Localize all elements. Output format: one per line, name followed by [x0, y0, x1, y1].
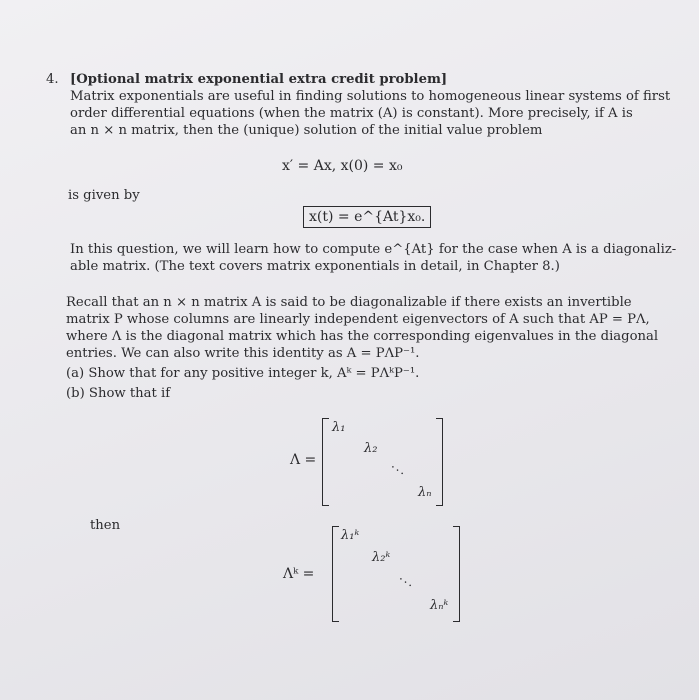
matrix1-left-bracket [322, 418, 329, 506]
matrix2-ellipsis: . . . [397, 569, 417, 589]
solution-box: x(t) = e^{At}x₀. [303, 206, 431, 228]
problem-number: 4. [46, 72, 59, 87]
matrix1-entry-1: λ₁ [332, 420, 346, 435]
matrix1-right-bracket [436, 418, 443, 506]
recall-line-1: Recall that an n × n matrix A is said to be diagonalizable if there exists an invertible [66, 295, 632, 310]
matrix1-label: Λ = [290, 452, 317, 468]
given-by-text: is given by [68, 188, 140, 203]
part-b: (b) Show that if [66, 386, 171, 401]
matrix2-label: Λᵏ = [283, 566, 315, 582]
matrix1-entry-2: λ₂ [364, 441, 378, 456]
question-line-2: able matrix. (The text covers matrix exponentials in detail, in Chapter 8.) [70, 259, 560, 274]
intro-line-1: Matrix exponentials are useful in finding solutions to homogeneous linear systems of first [70, 89, 671, 104]
matrix1-entry-n: λₙ [418, 485, 432, 500]
matrix2-right-bracket [453, 526, 460, 622]
matrix2-entry-n: λₙᵏ [430, 598, 449, 613]
recall-line-3: where Λ is the diagonal matrix which has the corresponding eigenvalues in the diagonal [66, 329, 659, 344]
ivp-equation: x′ = Ax, x(0) = x₀ [282, 158, 403, 174]
problem-title: [Optional matrix exponential extra credit problem] [70, 72, 448, 87]
matrix1-ellipsis: . . . [389, 457, 409, 477]
matrix2-entry-2: λ₂ᵏ [372, 550, 391, 565]
part-a: (a) Show that for any positive integer k, Aᵏ = PΛᵏP⁻¹. [66, 366, 420, 381]
recall-line-2: matrix P whose columns are linearly independent eigenvectors of A such that AP = PΛ, [66, 312, 650, 327]
intro-line-3: an n × n matrix, then the (unique) solution of the initial value problem [70, 123, 543, 138]
question-line-1: In this question, we will learn how to compute e^{At} for the case when A is a diagonaliz- [70, 242, 677, 257]
then-text: then [90, 518, 121, 533]
matrix2-left-bracket [332, 526, 339, 622]
matrix2-entry-1: λ₁ᵏ [341, 528, 360, 543]
recall-line-4: entries. We can also write this identity as A = PΛP⁻¹. [66, 346, 420, 361]
intro-line-2: order differential equations (when the matrix (A) is constant). More precisely, if A is [70, 106, 633, 121]
